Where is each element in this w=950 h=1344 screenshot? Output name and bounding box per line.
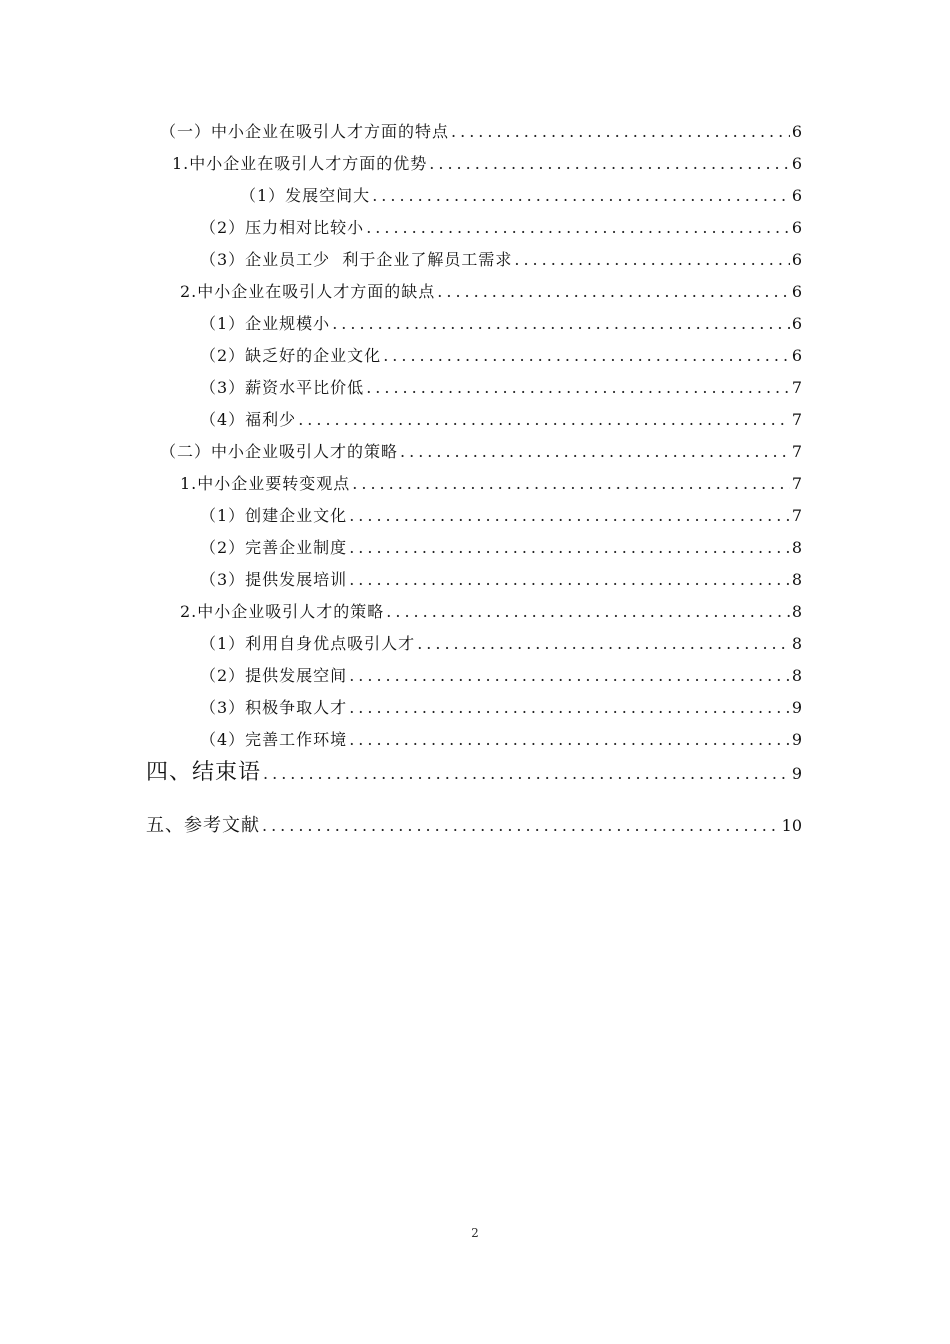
toc-entry[interactable] <box>160 440 802 464</box>
toc-entry[interactable] <box>200 696 802 720</box>
toc-entry-label: 1.中小企业在吸引人才方面的优势 <box>172 154 428 173</box>
toc-entry-label: （2）提供发展空间 <box>200 666 348 685</box>
toc-entry-page: 7 <box>791 410 802 429</box>
toc-entry[interactable] <box>200 312 802 336</box>
toc-leader-dots <box>263 759 790 789</box>
toc-entry[interactable] <box>200 408 802 432</box>
toc-entry-page: 9 <box>791 764 802 783</box>
toc-leader-dots <box>262 812 780 840</box>
toc-entry-label: 2.中小企业在吸引人才方面的缺点 <box>180 282 436 301</box>
toc-entry-page: 8 <box>791 602 802 621</box>
toc-entry-page: 6 <box>791 154 802 173</box>
toc-leader-dots <box>386 600 790 624</box>
toc-entry-label: （3）提供发展培训 <box>200 570 348 589</box>
toc-entry-page: 6 <box>791 314 802 333</box>
toc-entry-page: 6 <box>791 346 802 365</box>
toc-entry-label: 2.中小企业吸引人才的策略 <box>180 602 385 621</box>
toc-leader-dots <box>352 472 790 496</box>
page-number: 2 <box>471 1226 479 1240</box>
toc-entry-page: 7 <box>791 378 802 397</box>
toc-entry[interactable] <box>146 812 802 840</box>
toc-entry-page: 7 <box>791 506 802 525</box>
toc-entry-page: 6 <box>791 218 802 237</box>
toc-entry-label: （1）利用自身优点吸引人才 <box>200 634 416 653</box>
toc-entry-label: （3）企业员工少 利于企业了解员工需求 <box>200 250 513 269</box>
toc-entry-label: （2）压力相对比较小 <box>200 218 365 237</box>
toc-entry[interactable] <box>146 758 802 788</box>
toc-entry-label: （4）福利少 <box>200 410 297 429</box>
toc-entry[interactable] <box>180 472 802 496</box>
toc-entry[interactable] <box>200 728 802 752</box>
toc-entry[interactable] <box>200 504 802 528</box>
toc-entry-page: 10 <box>781 816 802 835</box>
toc-leader-dots <box>332 312 790 336</box>
toc-entry-page: 7 <box>791 442 802 461</box>
toc-entry-page: 9 <box>791 730 802 749</box>
toc-leader-dots <box>437 280 790 304</box>
toc-leader-dots <box>349 568 790 592</box>
toc-leader-dots <box>349 664 790 688</box>
toc-entry-label: （1）企业规模小 <box>200 314 331 333</box>
toc-entry-page: 6 <box>791 282 802 301</box>
toc-leader-dots <box>514 248 789 272</box>
toc-leader-dots <box>298 408 790 432</box>
toc-leader-dots <box>349 696 790 720</box>
toc-entry-page: 8 <box>791 634 802 653</box>
toc-entry[interactable] <box>200 632 802 656</box>
toc-entry-page: 8 <box>791 666 802 685</box>
toc-entry-label: 四、结束语 <box>146 760 262 785</box>
toc-entry[interactable] <box>240 184 802 208</box>
toc-leader-dots <box>383 344 790 368</box>
toc-leader-dots <box>400 440 790 464</box>
toc-leader-dots <box>372 184 790 208</box>
toc-leader-dots <box>366 216 790 240</box>
toc-entry-label: （3）薪资水平比价低 <box>200 378 365 397</box>
toc-entry[interactable] <box>200 664 802 688</box>
toc-entry-label: （1）发展空间大 <box>240 186 371 205</box>
toc-entry[interactable] <box>200 344 802 368</box>
toc-entry[interactable] <box>180 600 802 624</box>
toc-entry-page: 7 <box>791 474 802 493</box>
toc-entry-label: （2）缺乏好的企业文化 <box>200 346 382 365</box>
toc-entry[interactable] <box>180 280 802 304</box>
toc-entry-label: （二）中小企业吸引人才的策略 <box>160 442 399 461</box>
toc-entry-page: 8 <box>791 538 802 557</box>
toc-entry-label: （3）积极争取人才 <box>200 698 348 717</box>
toc-leader-dots <box>349 504 790 528</box>
toc-leader-dots <box>349 536 790 560</box>
toc-leader-dots <box>366 376 790 400</box>
toc-entry[interactable] <box>200 216 802 240</box>
toc-entry-label: （4）完善工作环境 <box>200 730 348 749</box>
toc-entry-label: （一）中小企业在吸引人才方面的特点 <box>160 122 450 141</box>
toc-entry-page: 9 <box>791 698 802 717</box>
toc-leader-dots <box>451 120 790 144</box>
toc-entry-label: （1）创建企业文化 <box>200 506 348 525</box>
toc-entry-page: 6 <box>791 250 802 269</box>
toc-entry[interactable] <box>160 120 802 144</box>
toc-entry[interactable] <box>200 248 802 272</box>
toc-entry-label: （2）完善企业制度 <box>200 538 348 557</box>
toc-entry-page: 8 <box>791 570 802 589</box>
toc-entry-page: 6 <box>791 186 802 205</box>
toc-entry-label: 1.中小企业要转变观点 <box>180 474 351 493</box>
toc-entry-label: 五、参考文献 <box>146 815 260 836</box>
toc-leader-dots <box>429 152 790 176</box>
toc-entry[interactable] <box>200 536 802 560</box>
toc-leader-dots <box>417 632 790 656</box>
toc-entry[interactable] <box>200 376 802 400</box>
toc-entry[interactable] <box>200 568 802 592</box>
toc-entry[interactable] <box>172 152 802 176</box>
toc-entry-page: 6 <box>791 122 802 141</box>
toc-leader-dots <box>349 728 790 752</box>
